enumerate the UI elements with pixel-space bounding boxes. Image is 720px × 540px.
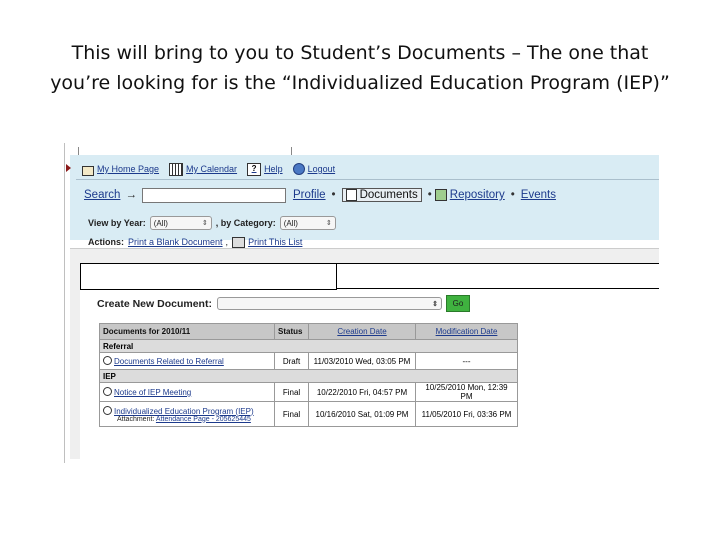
top-nav bbox=[82, 161, 345, 177]
status-cell: Final bbox=[275, 383, 309, 402]
go-button[interactable]: Go bbox=[446, 295, 470, 312]
modified-cell: 10/25/2010 Mon, 12:39 PM bbox=[416, 383, 518, 402]
nav-calendar-label: My Calendar bbox=[186, 164, 238, 174]
tab-repository[interactable] bbox=[435, 189, 508, 201]
home-icon bbox=[82, 166, 94, 176]
calendar-icon bbox=[169, 163, 183, 176]
col-creation-date[interactable]: Creation Date bbox=[309, 324, 416, 340]
arrow-icon: → bbox=[125, 189, 137, 201]
status-cell: Draft bbox=[275, 353, 309, 370]
magnifier-icon bbox=[103, 387, 112, 396]
group-row-referral bbox=[100, 340, 518, 353]
category-label: , by Category: bbox=[215, 218, 276, 228]
screenshot bbox=[64, 143, 659, 463]
create-document-row bbox=[97, 295, 470, 312]
created-cell: 11/03/2010 Wed, 03:05 PM bbox=[309, 353, 416, 370]
tab-documents[interactable] bbox=[342, 188, 422, 202]
help-icon: ? bbox=[247, 163, 261, 176]
group-label: IEP bbox=[100, 370, 518, 383]
separator: • bbox=[510, 189, 515, 201]
expand-arrow-icon bbox=[66, 164, 71, 172]
col-modification-date[interactable]: Modification Date bbox=[416, 324, 518, 340]
chevron-updown-icon: ⇕ bbox=[201, 220, 208, 227]
chevron-updown-icon: ⇕ bbox=[432, 300, 438, 308]
doc-title-link[interactable]: Individualized Education Program (IEP) bbox=[114, 406, 254, 416]
search-input[interactable] bbox=[142, 188, 286, 203]
nav-calendar[interactable] bbox=[169, 163, 237, 176]
modified-cell: --- bbox=[416, 353, 518, 370]
chevron-updown-icon: ⇕ bbox=[325, 220, 332, 227]
magnifier-icon bbox=[103, 356, 112, 365]
year-select[interactable] bbox=[150, 216, 212, 230]
logout-icon bbox=[293, 163, 305, 175]
doc-title-cell[interactable] bbox=[100, 353, 275, 370]
doc-title-link[interactable]: Documents Related to Referral bbox=[114, 357, 224, 366]
year-label: View by Year: bbox=[88, 218, 146, 228]
nav-logout[interactable] bbox=[293, 163, 336, 175]
col-documents: Documents for 2010/11 bbox=[100, 324, 275, 340]
nav-home-page[interactable] bbox=[82, 163, 159, 176]
create-document-select[interactable] bbox=[217, 297, 442, 310]
tab-bottom-rule bbox=[336, 288, 659, 289]
category-select-value: (All) bbox=[283, 218, 298, 228]
status-cell: Final bbox=[275, 402, 309, 427]
year-select-value: (All) bbox=[153, 218, 168, 228]
created-cell: 10/16/2010 Sat, 01:09 PM bbox=[309, 402, 416, 427]
documents-icon bbox=[346, 189, 357, 201]
category-select[interactable] bbox=[280, 216, 336, 230]
print-icon bbox=[232, 237, 245, 248]
slide-caption bbox=[0, 38, 720, 98]
caption-line-2: you’re looking for is the “Individualized Education Program (IEP)” bbox=[50, 72, 670, 94]
actions-label: Actions: bbox=[88, 237, 124, 247]
modified-cell: 11/05/2010 Fri, 03:36 PM bbox=[416, 402, 518, 427]
group-row-iep bbox=[100, 370, 518, 383]
tab-repository-label: Repository bbox=[449, 189, 505, 201]
documents-table bbox=[99, 323, 518, 427]
table-row bbox=[100, 353, 518, 370]
nav-home-label: My Home Page bbox=[97, 164, 160, 174]
document-tab-box bbox=[80, 263, 337, 290]
doc-title-cell[interactable] bbox=[100, 402, 275, 427]
documents-content bbox=[80, 263, 659, 459]
caption-line-1: This will bring to you to Student’s Documents – The one that bbox=[71, 42, 649, 64]
search-link[interactable]: Search bbox=[84, 189, 121, 201]
nav-help-label: Help bbox=[264, 164, 283, 174]
attachment-line bbox=[103, 416, 271, 423]
actions-comma: , bbox=[225, 237, 229, 247]
doc-title-cell[interactable] bbox=[100, 383, 275, 402]
nav-logout-label: Logout bbox=[307, 164, 336, 174]
search-bar bbox=[84, 186, 559, 204]
frame-border bbox=[64, 143, 65, 463]
repository-icon bbox=[435, 189, 447, 201]
header-divider bbox=[76, 179, 659, 180]
header-panel bbox=[70, 155, 659, 247]
group-label: Referral bbox=[100, 340, 518, 353]
table-row bbox=[100, 402, 518, 427]
print-this-list-link[interactable]: Print This List bbox=[248, 237, 303, 247]
table-row bbox=[100, 383, 518, 402]
separator: • bbox=[427, 189, 432, 201]
create-document-label: Create New Document: bbox=[97, 297, 212, 310]
actions-row bbox=[88, 236, 302, 248]
col-status: Status bbox=[275, 324, 309, 340]
attachment-label: Attachment: bbox=[117, 415, 155, 423]
table-header-row bbox=[100, 324, 518, 340]
attachment-link[interactable]: Attendance Page - 205625445 bbox=[155, 415, 251, 423]
doc-title-link[interactable]: Notice of IEP Meeting bbox=[114, 388, 192, 397]
tab-documents-label: Documents bbox=[359, 189, 418, 201]
magnifier-icon bbox=[103, 406, 112, 415]
tab-events[interactable]: Events bbox=[520, 189, 556, 201]
separator: • bbox=[331, 189, 336, 201]
tab-profile[interactable]: Profile bbox=[292, 189, 326, 201]
created-cell: 10/22/2010 Fri, 04:57 PM bbox=[309, 383, 416, 402]
documents-panel bbox=[70, 248, 659, 459]
filter-row bbox=[88, 216, 340, 230]
nav-help[interactable] bbox=[247, 163, 283, 176]
tab-top-rule bbox=[336, 263, 659, 264]
print-blank-document-link[interactable]: Print a Blank Document bbox=[128, 237, 223, 247]
